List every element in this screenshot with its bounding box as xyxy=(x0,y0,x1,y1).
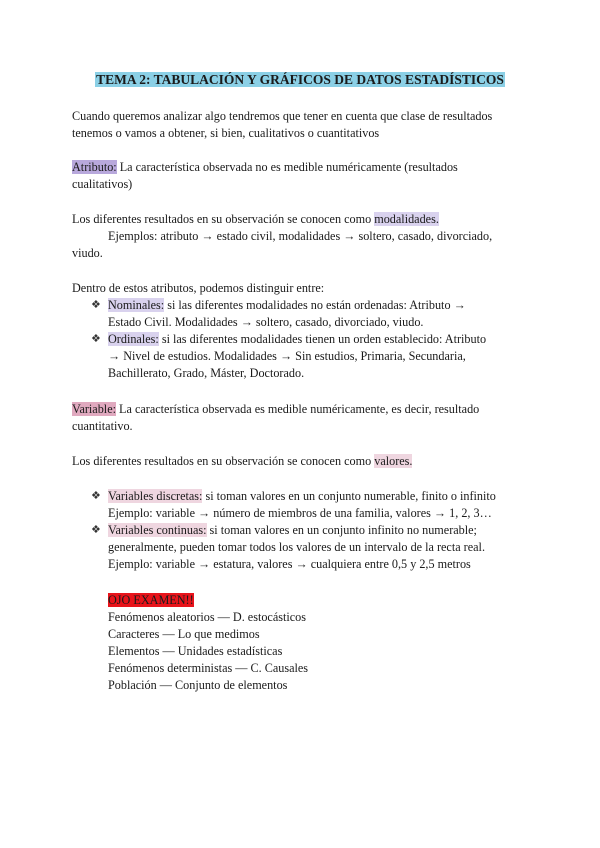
ordinales-item xyxy=(108,331,486,382)
title-text: TEMA 2: TABULACIÓN Y GRÁFICOS DE DATOS ESTADÍSTICOS xyxy=(96,72,504,87)
ordinales-term: Ordinales: xyxy=(108,332,159,346)
intro-paragraph xyxy=(72,108,492,142)
diamond-bullet-icon: ❖ xyxy=(91,490,101,502)
modalidades-example-cont: viudo. xyxy=(72,246,103,260)
page-title xyxy=(0,72,600,88)
ojo-list-item: Fenómenos deterministas — C. Causales xyxy=(108,661,309,675)
atributo-definition-cont: cualitativos) xyxy=(72,177,133,191)
intro-line: tenemos o vamos a obtener, si bien, cualitativos o cuantitativos xyxy=(72,126,380,140)
ojo-list-item: Elementos — Unidades estadísticas xyxy=(108,644,283,658)
discretas-term: Variables discretas: xyxy=(108,489,203,503)
atributo-definition: La característica observada no es medible numéricamente (resultados xyxy=(116,160,458,174)
ordinales-text-cont: Bachillerato, Grado, Máster, Doctorado. xyxy=(108,366,305,380)
variable-term: Variable: xyxy=(72,402,116,416)
variable-paragraph xyxy=(72,401,479,435)
modalidades-example: Ejemplos: atributo → estado civil, modalidades → soltero, casado, divorciado, xyxy=(108,229,493,243)
continuas-item xyxy=(108,522,485,573)
diamond-bullet-icon: ❖ xyxy=(91,524,101,536)
atributo-term: Atributo: xyxy=(72,160,117,174)
nominales-text: si las diferentes modalidades no están ordenadas: Atributo → xyxy=(164,298,466,312)
nominales-term: Nominales: xyxy=(108,298,165,312)
variable-definition: La característica observada es medible numéricamente, es decir, resultado xyxy=(116,402,480,416)
ordinales-text-cont: → Nivel de estudios. Modalidades → Sin estudios, Primaria, Secundaria, xyxy=(108,349,466,363)
variable-definition-cont: cuantitativo. xyxy=(72,419,133,433)
continuas-term: Variables continuas: xyxy=(108,523,207,537)
ojo-examen-label: OJO EXAMEN!! xyxy=(108,593,194,607)
continuas-text-cont: generalmente, pueden tomar todos los valores de un intervalo de la recta real. xyxy=(108,540,485,554)
diamond-bullet-icon: ❖ xyxy=(91,333,101,345)
discretas-item xyxy=(108,488,496,522)
valores-prefix: Los diferentes resultados en su observación se conocen como xyxy=(72,454,375,468)
atributo-paragraph xyxy=(72,159,458,193)
continuas-example: Ejemplo: variable → estatura, valores → cualquiera entre 0,5 y 2,5 metros xyxy=(108,557,471,571)
nominales-item xyxy=(108,297,466,331)
intro-line: Cuando queremos analizar algo tendremos que tener en cuenta que clase de resultados xyxy=(72,109,493,123)
modalidades-term: modalidades. xyxy=(374,212,439,226)
ojo-list-item: Población — Conjunto de elementos xyxy=(108,678,288,692)
diamond-bullet-icon: ❖ xyxy=(91,299,101,311)
modalidades-paragraph xyxy=(72,211,492,262)
modalidades-prefix: Los diferentes resultados en su observación se conocen como xyxy=(72,212,375,226)
discretas-example: Ejemplo: variable → número de miembros de una familia, valores → 1, 2, 3… xyxy=(108,506,492,520)
continuas-text: si toman valores en un conjunto infinito no numerable; xyxy=(206,523,477,537)
ojo-examen-section xyxy=(108,592,308,694)
ojo-list-item: Fenómenos aleatorios — D. estocásticos xyxy=(108,610,307,624)
ojo-list-item: Caracteres — Lo que medimos xyxy=(108,627,260,641)
valores-paragraph xyxy=(72,453,412,470)
valores-term: valores. xyxy=(374,454,413,468)
discretas-text: si toman valores en un conjunto numerable, finito o infinito xyxy=(202,489,496,503)
ordinales-text: si las diferentes modalidades tienen un orden establecido: Atributo xyxy=(158,332,487,346)
nominales-text-cont: Estado Civil. Modalidades → soltero, casado, divorciado, viudo. xyxy=(108,315,424,329)
distinguir-text: Dentro de estos atributos, podemos distinguir entre: xyxy=(72,281,325,295)
